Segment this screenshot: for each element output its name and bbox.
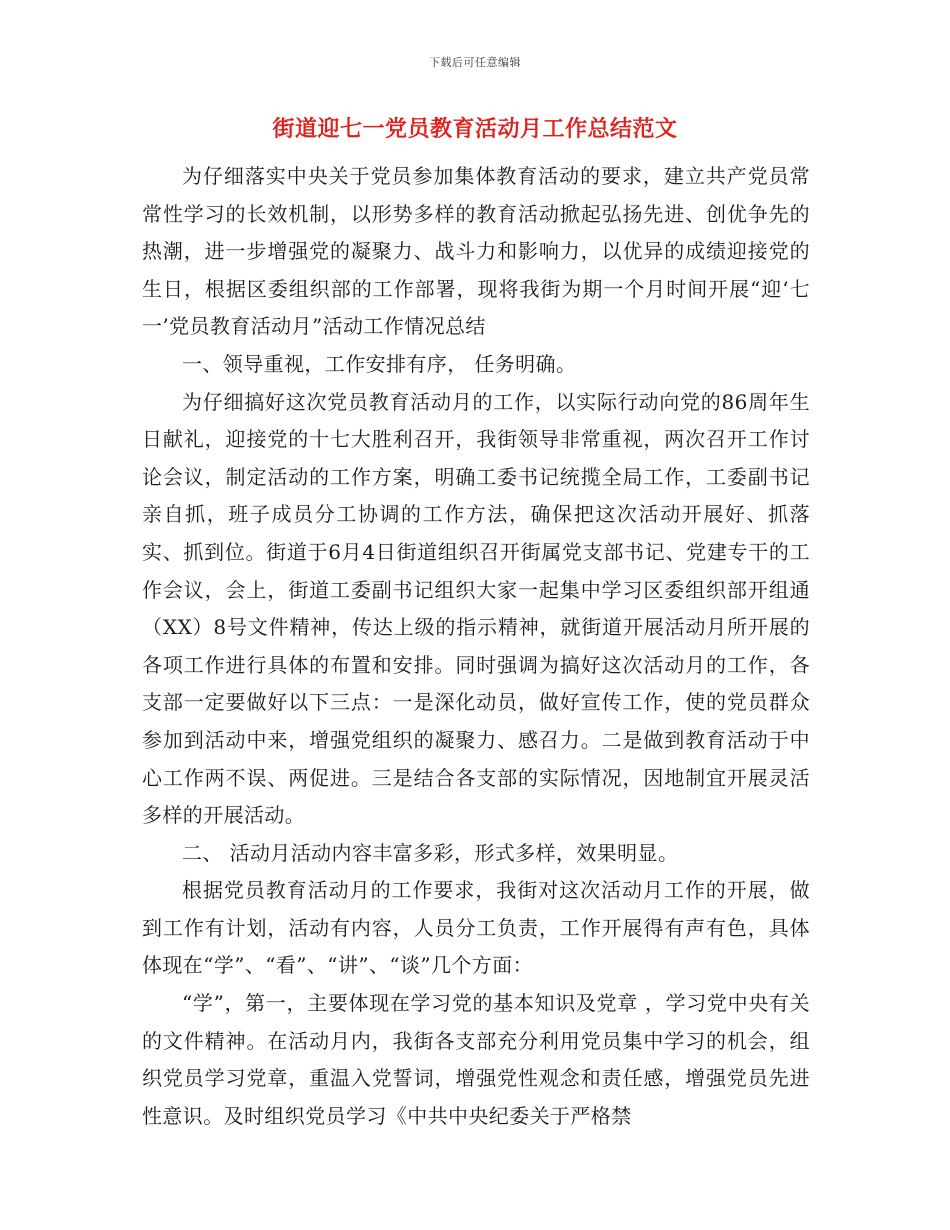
paragraph-intro: 为仔细落实中央关于党员参加集体教育活动的要求，建立共产党员常常性学习的长效机制，以形势多样的教育活动掀起弘扬先进、创优争先的热潮，进一步增强党的凝聚力、战斗力和影响力，以优异的成绩迎接党的生日，根据区委组织部的工作部署，现将我街为期一个月时间开展“迎‘七一’党员教育活动月”活动工作情况总结 [142,164,810,339]
paragraph-study: “学”，第一，主要体现在学习党的基本知识及党章 ，学习党中央有关的文件精神。在活动月内，我街各支部充分利用党员集中学习的机会，组织党员学习党章，重温入党誓词，增强党性观念和责任感，增强党员先进性意识。及时组织党员学习《中共中央纪委关于严格禁 [142,991,810,1128]
document-title: 街道迎七一党员教育活动月工作总结范文 [272,116,678,142]
document-body [142,158,810,1135]
section-heading-1: 一、领导重视，工作安排有序， 任务明确。 [182,351,577,376]
section-heading-2: 二、 活动月活动内容丰富多彩，形式多样，效果明显。 [182,840,679,865]
paragraph-requirements: 根据党员教育活动月的工作要求，我街对这次活动月工作的开展，做到工作有计划，活动有内容，人员分工负责，工作开展得有声有色，具体体现在“学”、“看”、“讲”、“谈”几个方面： [142,878,810,978]
header-note: 下载后可任意编辑 [429,56,521,69]
paragraph-leadership: 为仔细搞好这次党员教育活动月的工作，以实际行动向党的86周年生日献礼，迎接党的十七大胜利召开，我街领导非常重视，两次召开工作讨论会议，制定活动的工作方案，明确工委书记统揽全局工作，工委副书记亲自抓，班子成员分工协调的工作方法，确保把这次活动开展好、抓落实、抓到位。街道于6月4日街道组织召开街属党支部书记、党建专干的工作会议，会上，街道工委副书记组织大家一起集中学习区委组织部开组通（XX）8号文件精神，传达上级的指示精神，就街道开展活动月所开展的各项工作进行具体的布置和安排。同时强调为搞好这次活动月的工作，各支部一定要做好以下三点：一是深化动员，做好宣传工作，使的党员群众参加到活动中来，增强党组织的凝聚力、感召力。二是做到教育活动于中心工作两不误、两促进。三是结合各支部的实际情况，因地制宜开展灵活多样的开展活动。 [142,389,810,828]
